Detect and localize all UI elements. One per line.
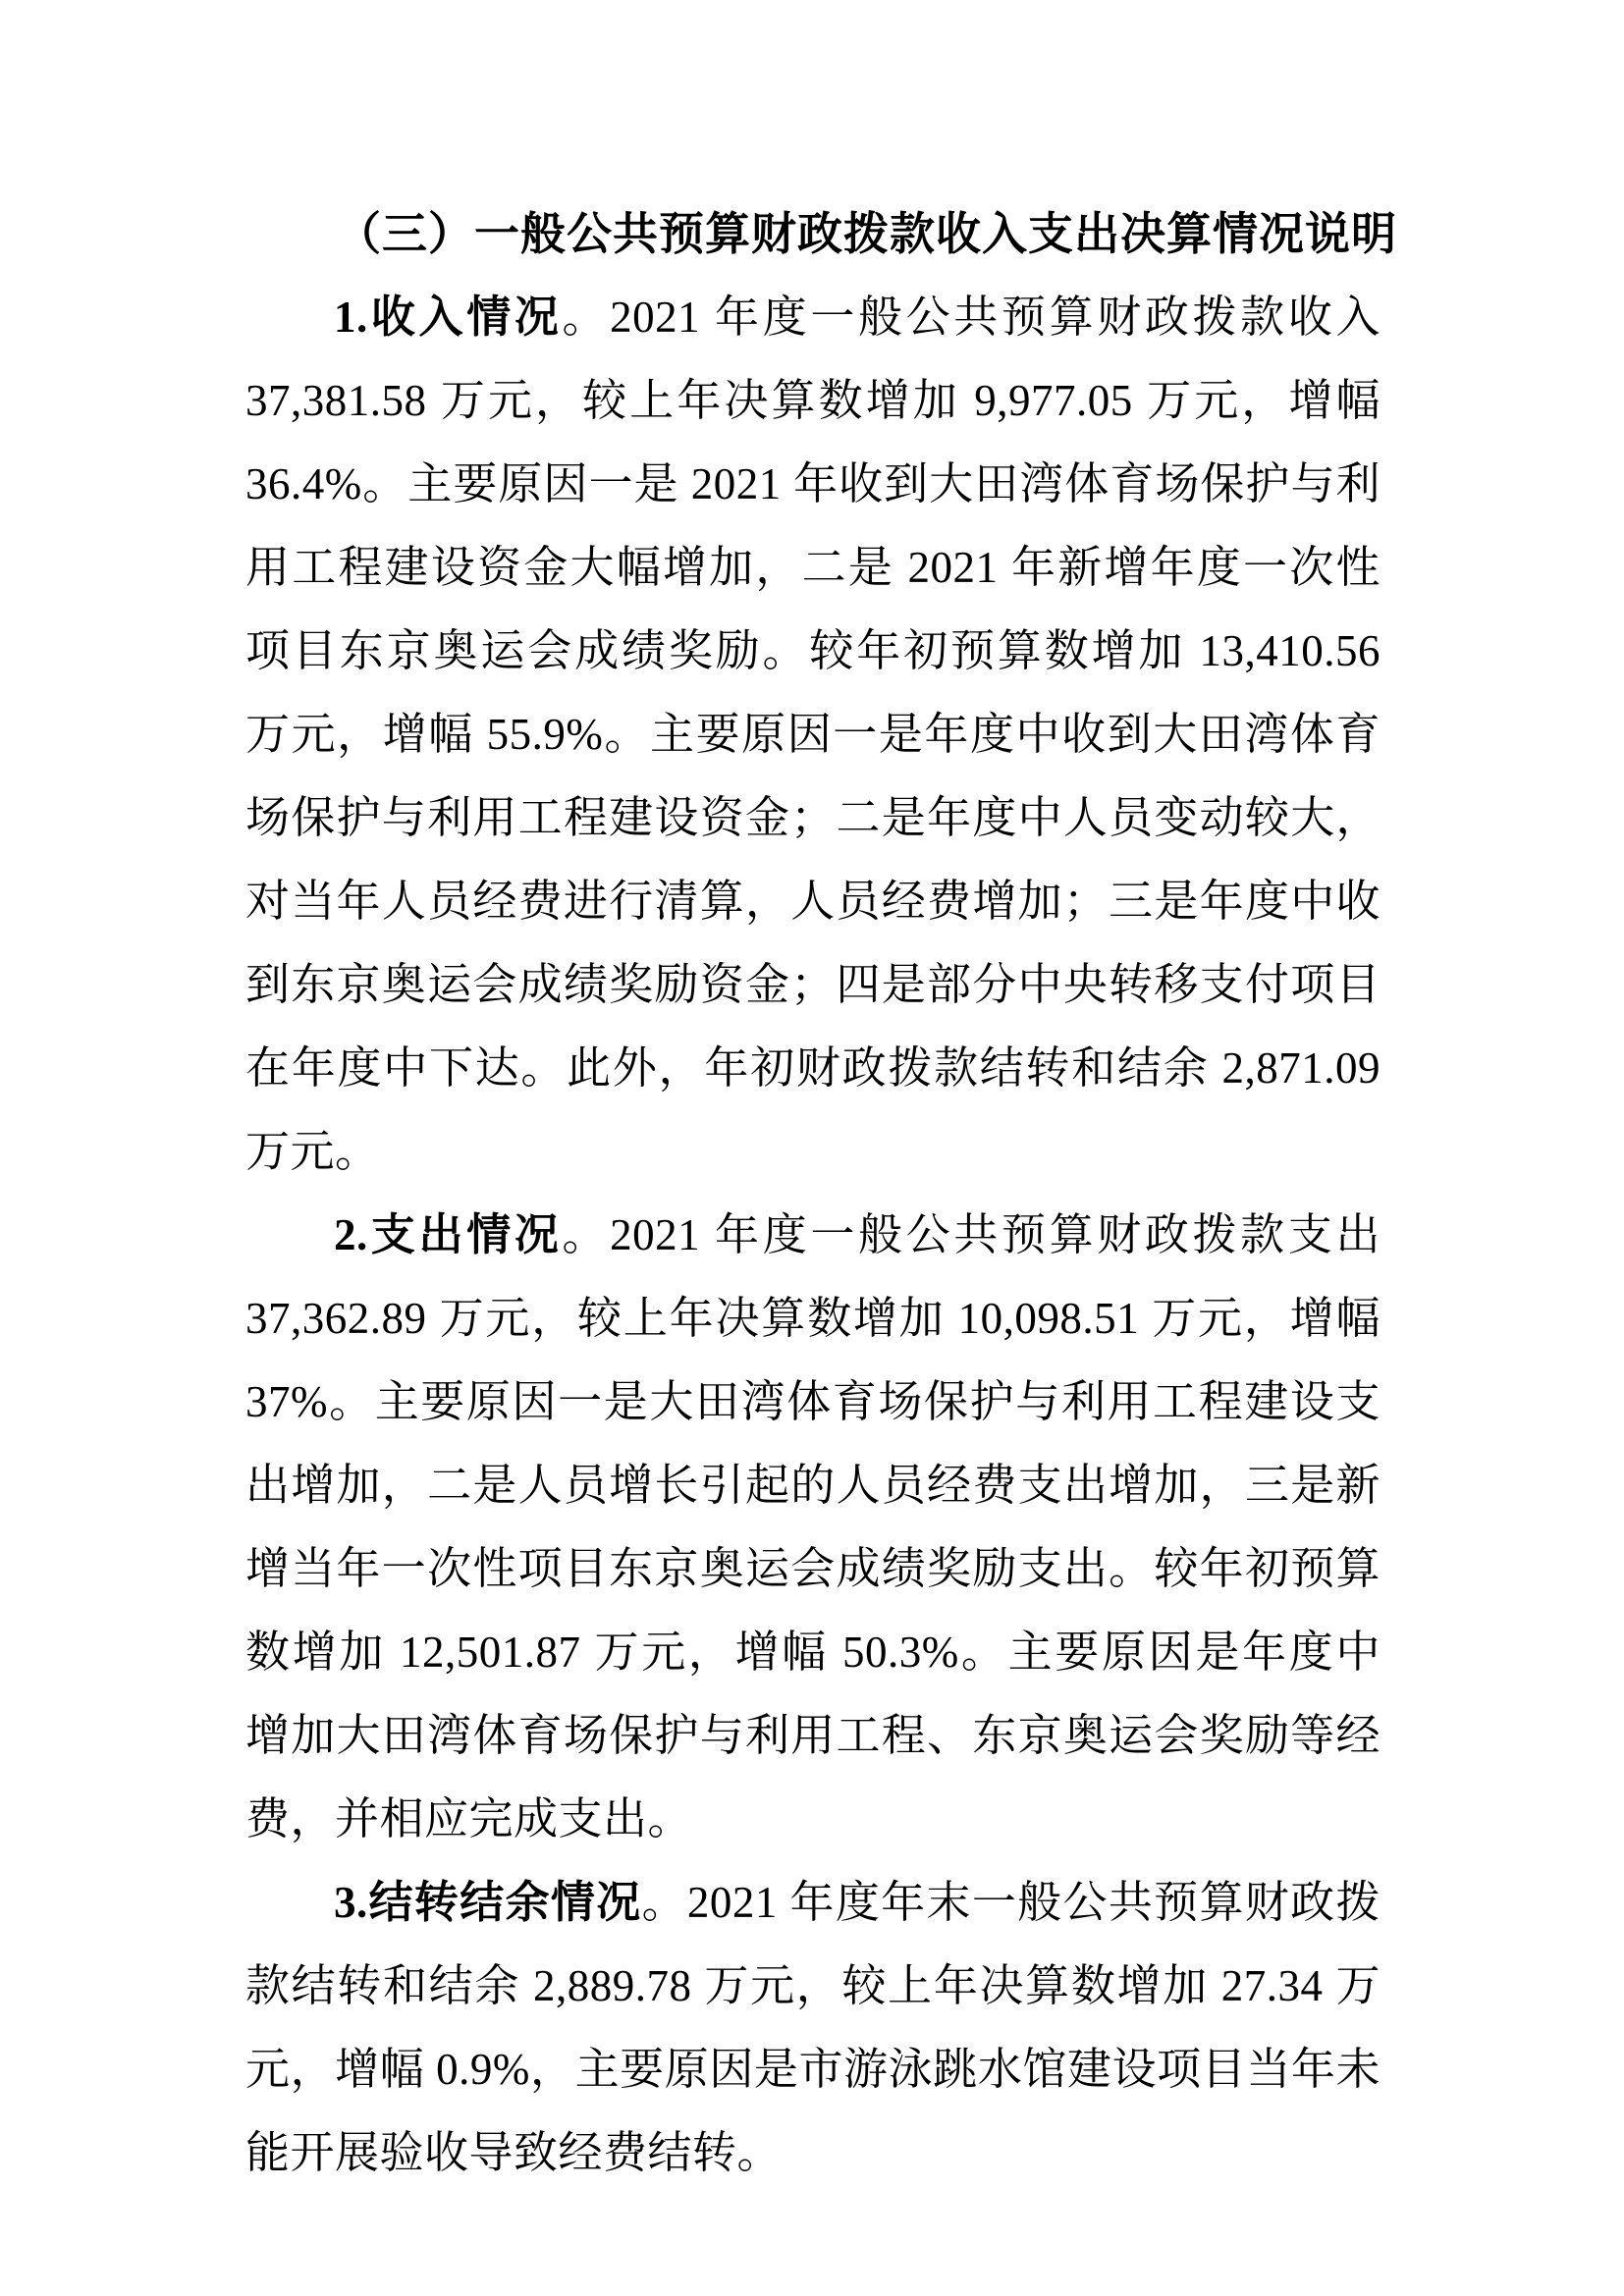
paragraph-expenditure xyxy=(245,1194,1380,1861)
paragraph-carryover xyxy=(245,1861,1380,2195)
paragraph-expenditure-text: 。2021 年度一般公共预算财政拨款支出 37,362.89 万元，较上年决算数增加 10,098.51 万元，增幅 37%。主要原因一是大田湾体育场保护与利用工程建设支出增加，二是人员增长引起的人员经费支出增加，三是新增当年一次性项目东京奥运会成绩奖励支出。较年初预算数增加 12,501.87 万元，增幅 50.3%。主要原因是年度中增加大田湾体育场保护与利用工程、东京奥运会奖励等经费，并相应完成支出。 xyxy=(245,1210,1380,1843)
paragraph-carryover-lead: 3.结转结余情况 xyxy=(334,1878,642,1927)
paragraph-income-text: 。2021 年度一般公共预算财政拨款收入 37,381.58 万元，较上年决算数增加 9,977.05 万元，增幅 36.4%。主要原因一是 2021 年收到大田湾体育场保护与利用工程建设资金大幅增加，二是 2021 年新增年度一次性项目东京奥运会成绩奖励。较年初预算数增加 13,410.56 万元，增幅 55.9%。主要原因一是年度中收到大田湾体育场保护与利用工程建设资金；二是年度中人员变动较大，对当年人员经费进行清算，人员经费增加；三是年度中收到东京奥运会成绩奖励资金；四是部分中央转移支付项目在年度中下达。此外，年初财政拨款结转和结余 2,871.09 万元。 xyxy=(245,293,1380,1176)
paragraph-income-lead: 1.收入情况 xyxy=(334,293,563,342)
paragraph-carryover-text: 。2021 年度年末一般公共预算财政拨款结转和结余 2,889.78 万元，较上年决算数增加 27.34 万元，增幅 0.9%，主要原因是市游泳跳水馆建设项目当年未能开展验收导致经费结转。 xyxy=(245,1878,1380,2177)
paragraph-expenditure-lead: 2.支出情况 xyxy=(334,1210,563,1259)
section-heading: （三）一般公共预算财政拨款收入支出决算情况说明 xyxy=(336,209,1397,259)
document-content xyxy=(245,192,1397,2195)
paragraph-income xyxy=(245,276,1380,1194)
